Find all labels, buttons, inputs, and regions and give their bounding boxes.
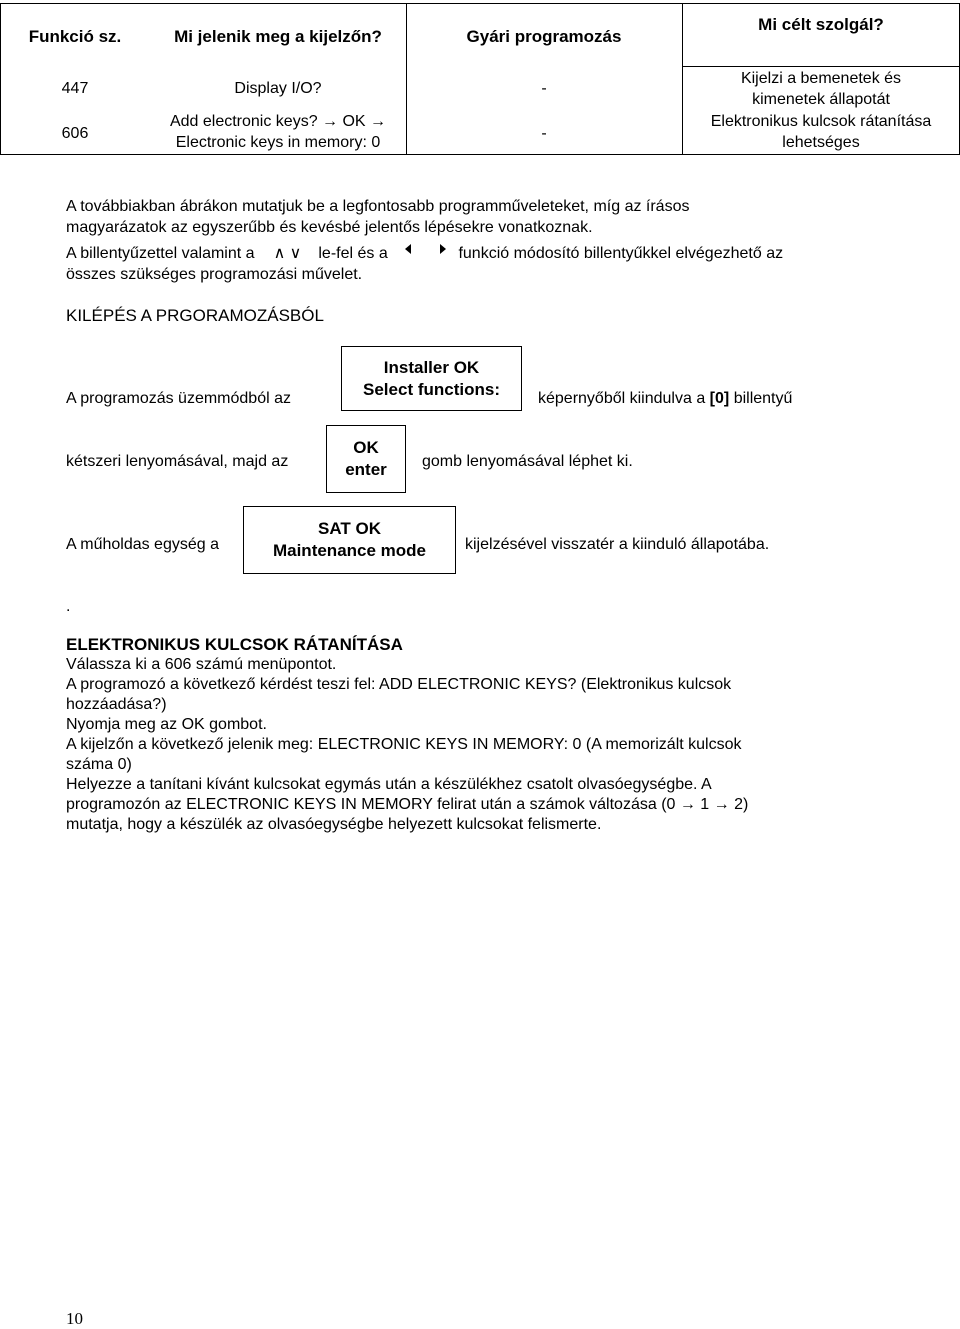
function-table — [0, 3, 960, 155]
exit-text: A programozás üzemmódból az — [66, 390, 291, 407]
exit-text: kijelzésével visszatér a kiinduló állapotába. — [465, 536, 770, 553]
keys-line: programozón az ELECTRONIC KEYS IN MEMORY felirat után a számok változása (0 → 1 → 2) — [66, 796, 749, 813]
keys-text: funkció módosító billentyűkkel elvégezhető az — [458, 245, 784, 262]
keys-heading: ELEKTRONIKUS KULCSOK RÁTANÍTÁSA — [66, 635, 403, 654]
keys-line: száma 0) — [66, 756, 132, 773]
row-display — [150, 110, 406, 154]
exit-text: gomb lenyomásával léphet ki. — [422, 453, 633, 470]
keys-line: mutatja, hogy a készülék az olvasóegységbe helyezett kulcsokat felismerte. — [66, 816, 602, 833]
intro-line: A továbbiakban ábrákon mutatjuk be a legfontosabb programműveleteket, míg az írásos — [66, 198, 690, 215]
exit-text: A műholdas egység a — [66, 536, 219, 553]
stray-dot: . — [66, 598, 71, 615]
display-line: Electronic keys in memory: 0 — [175, 134, 381, 151]
header-display: Mi jelenik meg a kijelzőn? — [174, 26, 382, 46]
display-line: Add electronic keys? → OK → — [169, 113, 387, 130]
keys-paragraph-line — [66, 243, 783, 264]
row-factory: - — [541, 124, 547, 142]
display-box-installer — [341, 346, 522, 411]
purpose-line: Elektronikus kulcsok rátanítása — [710, 113, 932, 130]
row-purpose — [682, 110, 960, 154]
keys-line: Nyomja meg az OK gombot. — [66, 716, 267, 733]
exit-text-part: képernyőből kiindulva a — [538, 390, 706, 407]
intro-line: magyarázatok az egyszerűbb és kevésbé jelentős lépésekre vonatkoznak. — [66, 219, 593, 236]
display-box-sat — [243, 506, 456, 574]
display-box-line: SAT OK — [318, 519, 381, 538]
display-box-line: OK — [353, 438, 379, 457]
keys-line: A programozó a következő kérdést teszi fel: ADD ELECTRONIC KEYS? (Elektronikus kulcsok — [66, 676, 732, 693]
row-factory: - — [541, 79, 547, 97]
row-purpose — [682, 67, 960, 111]
row-display: Display I/O? — [234, 79, 322, 97]
purpose-line: Kijelzi a bemenetek és — [740, 70, 902, 87]
table-border-bottom — [0, 154, 960, 155]
key-zero: [0] — [709, 390, 730, 407]
row-number: 447 — [61, 79, 89, 97]
down-arrow-icon: ∨ — [289, 245, 302, 262]
page-number: 10 — [66, 1309, 83, 1328]
keys-line: A kijelzőn a következő jelenik meg: ELECTRONIC KEYS IN MEMORY: 0 (A memorizált kulcsok — [66, 736, 742, 753]
keys-text: A billentyűzettel valamint a — [66, 245, 255, 262]
display-box-line: Maintenance mode — [272, 541, 427, 560]
left-arrow-icon — [405, 244, 411, 254]
keys-line: Helyezze a tanítani kívánt kulcsokat egymás után a készülékhez csatolt olvasóegységbe. A — [66, 776, 712, 793]
display-box-line: enter — [345, 460, 387, 479]
header-function-number: Funkció sz. — [28, 26, 122, 46]
table-border-top — [0, 3, 960, 4]
exit-text: kétszeri lenyomásával, majd az — [66, 453, 289, 470]
row-number: 606 — [61, 124, 89, 142]
exit-text-part: billentyű — [733, 390, 793, 407]
keys-paragraph-line: összes szükséges programozási művelet. — [66, 266, 363, 283]
display-box-ok-enter — [326, 425, 406, 493]
display-box-line: Installer OK — [383, 357, 480, 377]
keys-text: le-fel és a — [318, 245, 388, 262]
up-arrow-icon: ∧ — [273, 245, 286, 262]
exit-text — [538, 388, 792, 409]
right-arrow-icon — [440, 244, 446, 254]
purpose-line: kimenetek állapotát — [752, 91, 890, 108]
header-factory: Gyári programozás — [466, 26, 622, 46]
keys-line: Válassza ki a 606 számú menüpontot. — [66, 656, 337, 673]
keys-line: hozzáadása?) — [66, 696, 167, 713]
purpose-line: lehetséges — [782, 134, 860, 151]
header-purpose: Mi célt szolgál? — [758, 14, 884, 34]
display-box-line: Select functions: — [363, 379, 500, 399]
exit-heading: KILÉPÉS A PRGORAMOZÁSBÓL — [66, 306, 324, 325]
